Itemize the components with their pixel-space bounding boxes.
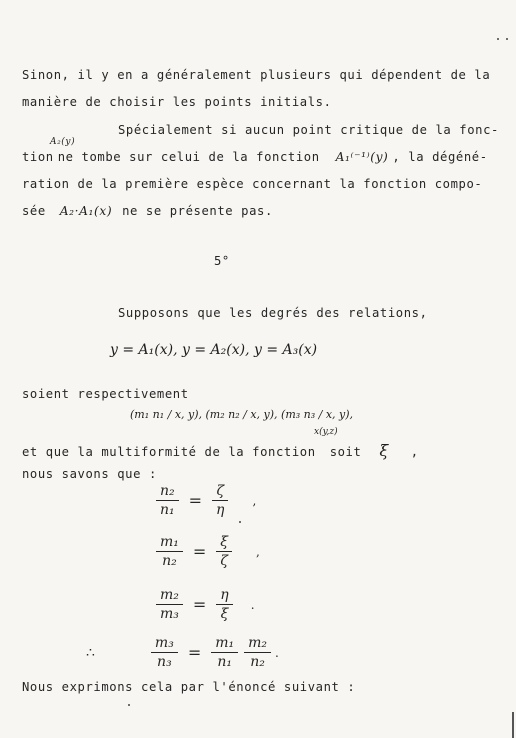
paragraph4-line2-b: soit: [329, 445, 362, 459]
degree-pairs: (m₁ n₁ / x, y), (m₂ n₂ / x, y), (m₃ n₃ / x, y),: [130, 408, 354, 421]
equals-sign: =: [188, 491, 203, 510]
paragraph2-line2: [22, 150, 488, 164]
paragraph2-line4-a: sée: [22, 204, 46, 218]
paragraph3-line1: Supposons que les degrés des relations,: [118, 306, 428, 320]
paragraph4-line2-c: ,: [410, 445, 419, 459]
paragraph4-line1: soient respectivement: [22, 387, 189, 401]
equation-3-end: .: [250, 597, 255, 612]
degree-pair-note: x(y,z): [314, 427, 338, 437]
conclusion-lhs: $\frac{\text{m₃}}{\text{n₃}}$: [151, 634, 178, 671]
conclusion-rhs1: $\frac{\text{m₁}}{\text{n₁}}$: [211, 634, 238, 671]
paragraph2-line4: [22, 204, 273, 218]
equals-sign: =: [187, 643, 202, 662]
paragraph4-line3: nous savons que :: [22, 467, 157, 481]
relations-equation: y = A₁(x), y = A₂(x), y = A₃(x): [110, 342, 318, 358]
scan-speck: [497, 38, 499, 40]
equals-sign: =: [192, 595, 207, 614]
paragraph1-line1: Sinon, il y en a généralement plusieurs qui dépendent de la: [22, 68, 491, 82]
paragraph4-line2-a: et que la multiformité de la fonction: [22, 445, 316, 459]
paragraph2-line3: ration de la première espèce concernant la fonction compo-: [22, 177, 483, 191]
conclusion-rhs2: $\frac{\text{m₂}}{\text{n₂}}$: [244, 634, 271, 671]
paragraph2-line2-b: ne tombe sur celui de la fonction: [57, 150, 320, 164]
paragraph4-line2-math: ξ: [379, 441, 389, 460]
equation-2-lhs: $\frac{\text{m₁}}{\text{n₂}}$: [156, 533, 183, 570]
equation-1-rhs: $\frac{\zeta}{\eta}$: [212, 482, 228, 519]
paragraph2-line2-math: A₁⁽⁻¹⁾(y): [335, 150, 389, 164]
equation-2-end: ,: [256, 544, 260, 559]
equals-sign: =: [192, 542, 207, 561]
section-number: 5°: [214, 254, 230, 268]
therefore-sign: ∴: [86, 644, 95, 661]
equation-1-end: ,: [252, 493, 257, 508]
closing-line: Nous exprimons cela par l'énoncé suivant :: [22, 680, 356, 694]
equation-2-rhs: $\frac{\xi}{\zeta}$: [216, 533, 232, 570]
conclusion-end: .: [275, 645, 279, 660]
scan-speck: [239, 521, 241, 523]
paragraph2-line2-c: , la dégéné-: [392, 150, 488, 164]
equation-3-rhs: $\frac{\eta}{\xi}$: [216, 586, 232, 623]
paragraph2-line4-b: ne se présente pas.: [122, 204, 273, 218]
equation-1: [156, 482, 256, 519]
equation-1-lhs: $\frac{\text{n₂}}{\text{n₁}}$: [156, 482, 179, 519]
paragraph2-above-note: A₂(y): [50, 137, 76, 147]
equation-3-lhs: $\frac{\text{m₂}}{\text{m₃}}$: [156, 586, 183, 623]
paragraph2-line2-a: tion: [22, 150, 54, 164]
paragraph2-line1: Spécialement si aucun point critique de la fonc-: [118, 123, 499, 137]
equation-2: [156, 533, 260, 570]
paragraph1-line2: manière de choisir les points initials.: [22, 95, 332, 109]
conclusion-equation: [86, 634, 279, 671]
paragraph4-line2: [22, 441, 419, 460]
equation-3: [156, 586, 255, 623]
page-edge-mark: [512, 712, 514, 738]
scan-speck: [506, 38, 508, 40]
paragraph2-line4-math: A₂·A₁(x): [59, 204, 113, 218]
scan-speck: [128, 704, 130, 706]
